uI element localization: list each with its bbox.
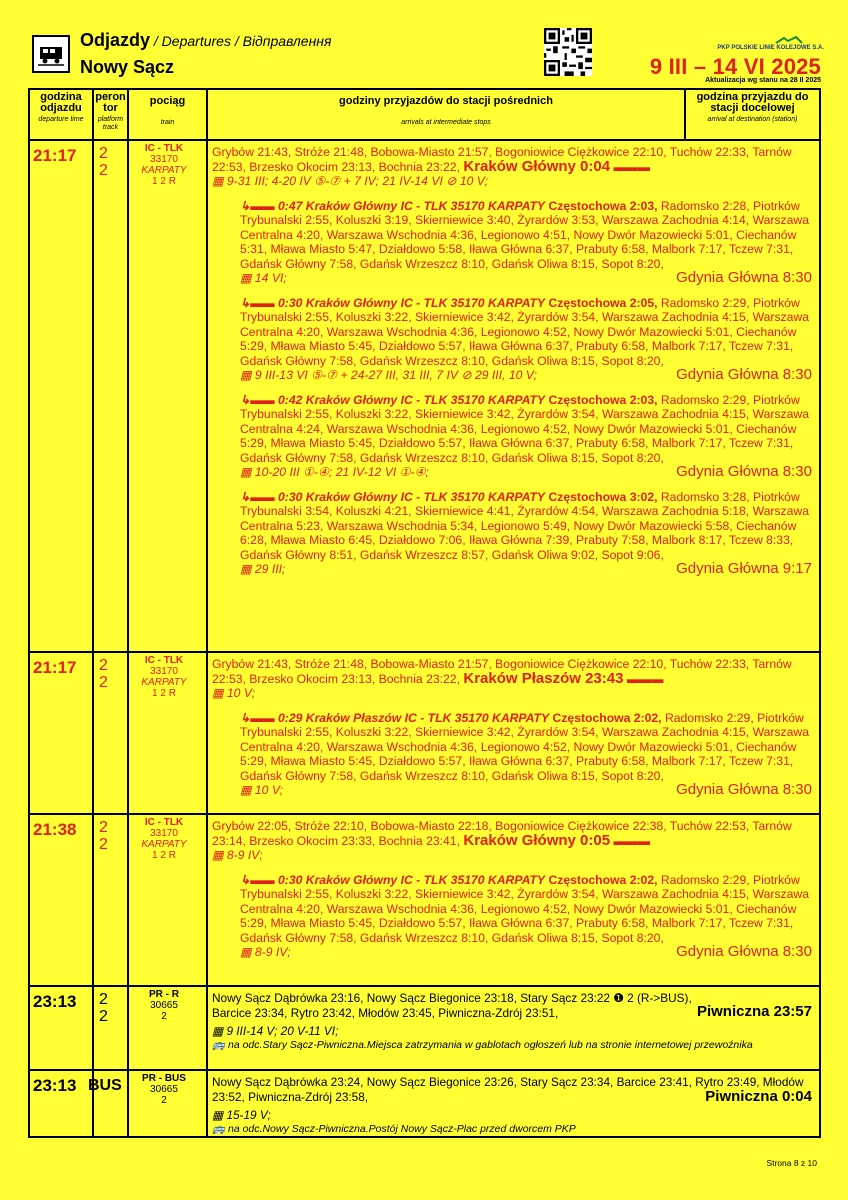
platform-track: 2 2 [99,657,108,691]
intermediate-stops: Grybów 21:43, Stróże 21:48, Bobowa-Miasto 21:57, Bogoniowice Ciężkowice 22:10, Tuchów 22:33, Tarnów 22:53, Brzesko Okocim 23:13, Bochnia 23:22, Kraków Płaszów 23:43 ▬▬▬ ▦ 10 V; ↳▬▬ 0:29 Kraków Płaszów IC - TLK 35170 KARPATY Częstochowa 2:02, Radomsko 2:29, Piotrków Trybunalski 2:55, Koluszki 3:22, Skierniewice 3:42, Żyrardów 3:54, Warszawa Zachodnia 4:15, Warszawa Centralna 4:20, Warszawa Wschodnia 4:36, Legionowo 4:52, Nowy Dwór Mazowiecki 5:01, Ciechanów 5:29, Mława Miasto 5:45, Działdowo 5:57, Iława Główna 6:37, Prabuty 6:58, Malbork 7:17, Tczew 7:31, Gdańsk Główny 7:58, Gdańsk Wrzeszcz 8:10, Gdańsk Oliwa 8:15, Sopot 8:20, ▦ 10 V; Gdynia Główna 8:30 [212,657,812,798]
departure-time: 21:17 [33,146,77,165]
train-features: 2 [161,1095,167,1106]
destination: Kraków Główny 0:04 [463,157,611,175]
page-number: Strona 8 z 10 [766,1158,817,1168]
destination: Piwniczna 0:04 [705,1087,812,1105]
intermediate-stops: Piwniczna 23:57 Nowy Sącz Dąbrówka 23:16, Nowy Sącz Biegonice 23:18, Stary Sącz 23:22 ❶ 2 (R->BUS), Barcice 23:34, Rytro 23:42, Młodów 23:45, Piwniczna-Zdrój 23:51, ▦ 9 III-14 V; 20 V-11 VI; 🚌 na odc.Stary Sącz-Piwniczna.Miejsca zatrzymania w gablotach ogłoszeń lub na stronie internetowej przewoźnika [212,991,812,1051]
departure-time: 21:17 [33,658,77,677]
train-icon: ▬▬▬ [623,671,664,686]
train-info: IC - TLK 33170 KARPATY 1 2 R [126,655,202,699]
platform-track: BUS [88,1077,122,1094]
connection: ↳▬▬ 0:30 Kraków Główny IC - TLK 35170 KARPATY Częstochowa 2:05, Radomsko 2:29, Piotrków Trybunalski 2:55, Koluszki 3:22, Skierniewice 3:42, Żyrardów 3:54, Warszawa Zachodnia 4:15, Warszawa Centralna 4:20, Warszawa Wschodnia 4:36, Legionowo 4:52, Nowy Dwór Mazowiecki 5:01, Ciechanów 5:29, Mława Miasto 5:45, Działdowo 5:57, Iława Główna 6:37, Prabuty 6:58, Malbork 7:17, Tczew 7:31, Gdańsk Główny 7:58, Gdańsk Wrzeszcz 8:10, Gdańsk Oliwa 8:15, Sopot 8:20, ▦ 9 III-13 VI ⑤-⑦ + 24-27 III, 31 III, 7 IV ⊘ 29 III, 10 V; Gdynia Główna 8:30 [240,295,812,383]
connection-destination: Gdynia Główna 8:30 [676,943,812,960]
operator-logo: PKP POLSKIE LINIE KOLEJOWE S.A. [664,36,824,51]
page-title: Odjazdy / Departures / Відправлення [80,30,332,50]
departure-row [30,1071,819,1136]
destination: Kraków Płaszów 23:43 [463,669,624,687]
train-info: IC - TLK 33170 KARPATY 1 2 R [126,143,202,187]
intermediate-stops: Nowy Sącz Dąbrówka 23:24, Nowy Sącz Biegonice 23:26, Stary Sącz 23:34, Barcice 23:41, Rytro 23:49, Młodów 23:52, Piwniczna-Zdrój 23:58, Piwniczna 0:04 ▦ 15-19 V; 🚌 na odc.Nowy Sącz-Piwniczna.Postój Nowy Sącz-Plac przed dworcem PKP [212,1075,812,1135]
calendar-icon: ▦ [212,1024,227,1038]
running-days: ▦ 15-19 V; [212,1108,271,1122]
platform-track: 2 2 [99,991,108,1025]
connection: ↳▬▬ 0:29 Kraków Płaszów IC - TLK 35170 KARPATY Częstochowa 2:02, Radomsko 2:29, Piotrków Trybunalski 2:55, Koluszki 3:22, Skierniewice 3:42, Żyrardów 3:54, Warszawa Zachodnia 4:15, Warszawa Centralna 4:20, Warszawa Wschodnia 4:36, Legionowo 4:52, Nowy Dwór Mazowiecki 5:01, Ciechanów 5:29, Mława Miasto 5:45, Działdowo 5:57, Iława Główna 6:37, Prabuty 6:58, Malbork 7:17, Tczew 7:31, Gdańsk Główny 7:58, Gdańsk Wrzeszcz 8:10, Gdańsk Oliwa 8:15, Sopot 8:20, ▦ 10 V; Gdynia Główna 8:30 [240,710,812,798]
train-info: PR - BUS 30665 2 [126,1073,202,1106]
col-header-train: pociąg train [149,95,186,126]
connection-destination: Gdynia Główna 8:30 [676,269,812,286]
departure-row [30,653,819,813]
connection-destination: Gdynia Główna 8:30 [676,463,812,480]
departure-time: 23:13 [33,992,77,1011]
train-icon: ▬▬▬ [610,159,651,174]
train-info: IC - TLK 33170 KARPATY 1 2 R [126,817,202,861]
connection: ↳▬▬ 0:42 Kraków Główny IC - TLK 35170 KARPATY Częstochowa 2:03, Radomsko 2:29, Piotrków Trybunalski 2:55, Koluszki 3:22, Skierniewice 3:42, Żyrardów 3:54, Warszawa Zachodnia 4:15, Warszawa Centralna 4:24, Warszawa Wschodnia 4:36, Legionowo 4:52, Nowy Dwór Mazowiecki 5:01, Ciechanów 5:29, Mława Miasto 5:45, Działdowo 5:57, Iława Główna 6:37, Prabuty 6:58, Malbork 7:17, Tczew 7:31, Gdańsk Główny 7:58, Gdańsk Wrzeszcz 8:10, Gdańsk Oliwa 8:15, Sopot 8:20, ▦ 10-20 III ①-④; 21 IV-12 VI ①-④; Gdynia Główna 8:30 [240,392,812,480]
departure-time: 21:38 [33,820,77,839]
calendar-icon: ▦ [212,1108,227,1122]
train-features: 1 2 R [152,688,176,699]
connection: ↳▬▬ 0:30 Kraków Główny IC - TLK 35170 KARPATY Częstochowa 3:02, Radomsko 3:28, Piotrków Trybunalski 3:54, Koluszki 4:21, Skierniewice 4:41, Żyrardów 4:54, Warszawa Zachodnia 5:18, Warszawa Centralna 5:23, Warszawa Wschodnia 5:34, Legionowo 5:49, Nowy Dwór Mazowiecki 5:58, Ciechanów 6:28, Mława Miasto 6:45, Działdowo 7:06, Iława Główna 7:39, Prabuty 7:58, Malbork 8:17, Tczew 8:33, Gdańsk Główny 8:51, Gdańsk Wrzeszcz 8:57, Gdańsk Oliwa 9:02, Sopot 9:06, ▦ 29 III; Gdynia Główna 9:17 [240,489,812,577]
connection-destination: Gdynia Główna 8:30 [676,781,812,798]
col-header-stops: godziny przyjazdów do stacji pośrednich arrivals at intermediate stops [339,95,553,126]
destination: Piwniczna 23:57 [696,1003,812,1020]
bus-icon: 🚌 [212,1038,228,1051]
running-days: ▦ 10 V; [212,686,256,700]
update-note: Aktualizacja wg stanu na 28 II 2025 [705,77,821,84]
departure-row [30,815,819,985]
departure-row [30,987,819,1069]
service-note: 🚌 na odc.Stary Sącz-Piwniczna.Miejsca zatrzymania w gablotach ogłoszeń lub na stronie internetowej przewoźnika [212,1038,753,1051]
train-icon: ▬▬▬ [610,833,651,848]
platform-track: 2 2 [99,819,108,853]
train-info: PR - R 30665 2 [126,989,202,1022]
calendar-icon: ▦ [212,686,227,700]
connection: ↳▬▬ 0:47 Kraków Główny IC - TLK 35170 KARPATY Częstochowa 2:03, Radomsko 2:28, Piotrków Trybunalski 2:55, Koluszki 3:19, Skierniewice 3:40, Żyrardów 3:53, Warszawa Zachodnia 4:14, Warszawa Centralna 4:20, Warszawa Wschodnia 4:36, Legionowo 4:51, Nowy Dwór Mazowiecki 5:01, Ciechanów 5:31, Mława Miasto 5:47, Działdowo 5:58, Iława Główna 6:37, Prabuty 6:58, Malbork 7:17, Tczew 7:31, Gdańsk Główny 7:58, Gdańsk Wrzeszcz 8:10, Gdańsk Oliwa 8:15, Sopot 8:20, ▦ 14 VI; Gdynia Główna 8:30 [240,198,812,286]
running-days: ▦ 8-9 IV; [212,848,263,862]
col-header-platform: peron tor platform track [95,91,126,131]
station-name: Nowy Sącz [80,57,175,77]
train-features: 2 [161,1011,167,1022]
departure-row [30,141,819,651]
departures-table [28,88,821,1138]
service-note: 🚌 na odc.Nowy Sącz-Piwniczna.Postój Nowy Sącz-Plac przed dworcem PKP [212,1122,576,1135]
running-days: ▦ 9 III-14 V; 20 V-11 VI; [212,1024,339,1038]
qr-code-icon [544,28,592,76]
col-header-destination: godzina przyjazdu do stacji docelowej arrival at destination (station) [696,91,809,123]
page-header [28,28,824,88]
bus-icon: 🚌 [212,1122,228,1135]
train-features: 1 2 R [152,176,176,187]
platform-track: 2 2 [99,145,108,179]
connection-destination: Gdynia Główna 8:30 [676,366,812,383]
connection-destination: Gdynia Główna 9:17 [676,560,812,577]
col-header-departure: godzina odjazdu departure time [38,91,84,123]
intermediate-stops: Grybów 21:43, Stróże 21:48, Bobowa-Miasto 21:57, Bogoniowice Ciężkowice 22:10, Tuchów 22:33, Tarnów 22:53, Brzesko Okocim 23:13, Bochnia 23:22, Kraków Główny 0:04 ▬▬▬ ▦ 9-31 III; 4-20 IV ⑤-⑦ + 7 IV; 21 IV-14 VI ⊘ 10 V; ↳▬▬ 0:47 Kraków Główny IC - TLK 35170 KARPATY Częstochowa 2:03, Radomsko 2:28, Piotrków Trybunalski 2:55, Koluszki 3:19, Skierniewice 3:40, Żyrardów 3:53, Warszawa Zachodnia 4:14, Warszawa Centralna 4:20, Warszawa Wschodnia 4:36, Legionowo 4:51, Nowy Dwór Mazowiecki 5:01, Ciechanów 5:31, Mława Miasto 5:47, Działdowo 5:58, Iława Główna 6:37, Prabuty 6:58, Malbork 7:17, Tczew 7:31, Gdańsk Główny 7:58, Gdańsk Wrzeszcz 8:10, Gdańsk Oliwa 8:15, Sopot 8:20, ▦ 14 VI; Gdynia Główna 8:30 ↳▬▬ 0:30 Kraków Główny IC - TLK 35170 KARPATY Częstochowa 2:05, Radomsko 2:29, Piotrków Trybunalski 2:55, Koluszki 3:22, Skierniewice 3:42, Żyrardów 3:54, Warszawa Zachodnia 4:15, Warszawa Centralna 4:20, Warszawa Wschodnia 4:36, Legionowo 4:52, Nowy Dwór Mazowiecki 5:01, Ciechanów 5:29, Mława Miasto 5:45, Działdowo 5:57, Iława Główna 6:37, Prabuty 6:58, Malbork 7:17, Tczew 7:31, Gdańsk Główny 7:58, Gdańsk Wrzeszcz 8:10, Gdańsk Oliwa 8:15, Sopot 8:20, ▦ 9 III-13 VI ⑤-⑦ + 24-27 III, 31 III, 7 IV ⊘ 29 III, 10 V; Gdynia Główna 8:30 ↳▬▬ 0:42 Kraków Główny IC - TLK 35170 KARPATY Częstochowa 2:03, Radomsko 2:29, Piotrków Trybunalski 2:55, Koluszki 3:22, Skierniewice 3:42, Żyrardów 3:54, Warszawa Zachodnia 4:15, Warszawa Centralna 4:24, Warszawa Wschodnia 4:36, Legionowo 4:52, Nowy Dwór Mazowiecki 5:01, Ciechanów 5:29, Mława Miasto 5:45, Działdowo 5:57, Iława Główna 6:37, Prabuty 6:58, Malbork 7:17, Tczew 7:31, Gdańsk Główny 7:58, Gdańsk Wrzeszcz 8:10, Gdańsk Oliwa 8:15, Sopot 8:20, ▦ 10-20 III ①-④; 21 IV-12 VI ①-④; Gdynia Główna 8:30 ↳▬▬ 0:30 Kraków Główny IC - TLK 35170 KARPATY Częstochowa 3:02, Radomsko 3:28, Piotrków Trybunalski 3:54, Koluszki 4:21, Skierniewice 4:41, Żyrardów 4:54, Warszawa Zachodnia 5:18, Warszawa Centralna 5:23, Warszawa Wschodnia 5:34, Legionowo 5:49, Nowy Dwór Mazowiecki 5:58, Ciechanów 6:28, Mława Miasto 6:45, Działdowo 7:06, Iława Główna 7:39, Prabuty 7:58, Malbork 8:17, Tczew 8:33, Gdańsk Główny 8:51, Gdańsk Wrzeszcz 8:57, Gdańsk Oliwa 9:02, Sopot 9:06, ▦ 29 III; Gdynia Główna 9:17 [212,145,812,577]
calendar-icon: ▦ [212,848,227,862]
calendar-icon: ▦ [212,174,227,188]
departure-time: 23:13 [33,1076,77,1095]
intermediate-stops: Grybów 22:05, Stróże 22:10, Bobowa-Miasto 22:18, Bogoniowice Ciężkowice 22:38, Tuchów 22:53, Tarnów 23:14, Brzesko Okocim 23:33, Bochnia 23:41, Kraków Główny 0:05 ▬▬▬ ▦ 8-9 IV; ↳▬▬ 0:30 Kraków Główny IC - TLK 35170 KARPATY Częstochowa 2:02, Radomsko 2:29, Piotrków Trybunalski 2:55, Koluszki 3:22, Skierniewice 3:42, Żyrardów 3:54, Warszawa Zachodnia 4:15, Warszawa Centralna 4:20, Warszawa Wschodnia 4:36, Legionowo 4:52, Nowy Dwór Mazowiecki 5:01, Ciechanów 5:29, Mława Miasto 5:45, Działdowo 5:57, Iława Główna 6:37, Prabuty 6:58, Malbork 7:17, Tczew 7:31, Gdańsk Główny 7:58, Gdańsk Wrzeszcz 8:10, Gdańsk Oliwa 8:15, Sopot 8:20, ▦ 8-9 IV; Gdynia Główna 8:30 [212,819,812,960]
running-days: ▦ 9-31 III; 4-20 IV ⑤-⑦ + 7 IV; 21 IV-14 VI ⊘ 10 V; [212,174,489,188]
destination: Kraków Główny 0:05 [463,831,611,849]
train-features: 1 2 R [152,850,176,861]
connection: ↳▬▬ 0:30 Kraków Główny IC - TLK 35170 KARPATY Częstochowa 2:02, Radomsko 2:29, Piotrków Trybunalski 2:55, Koluszki 3:22, Skierniewice 3:42, Żyrardów 3:54, Warszawa Zachodnia 4:15, Warszawa Centralna 4:20, Warszawa Wschodnia 4:36, Legionowo 4:52, Nowy Dwór Mazowiecki 5:01, Ciechanów 5:29, Mława Miasto 5:45, Działdowo 5:57, Iława Główna 6:37, Prabuty 6:58, Malbork 7:17, Tczew 7:31, Gdańsk Główny 7:58, Gdańsk Wrzeszcz 8:10, Gdańsk Oliwa 8:15, Sopot 8:20, ▦ 8-9 IV; Gdynia Główna 8:30 [240,872,812,960]
validity-period: 9 III – 14 VI 2025 [649,54,821,79]
train-logo-icon [32,35,70,73]
